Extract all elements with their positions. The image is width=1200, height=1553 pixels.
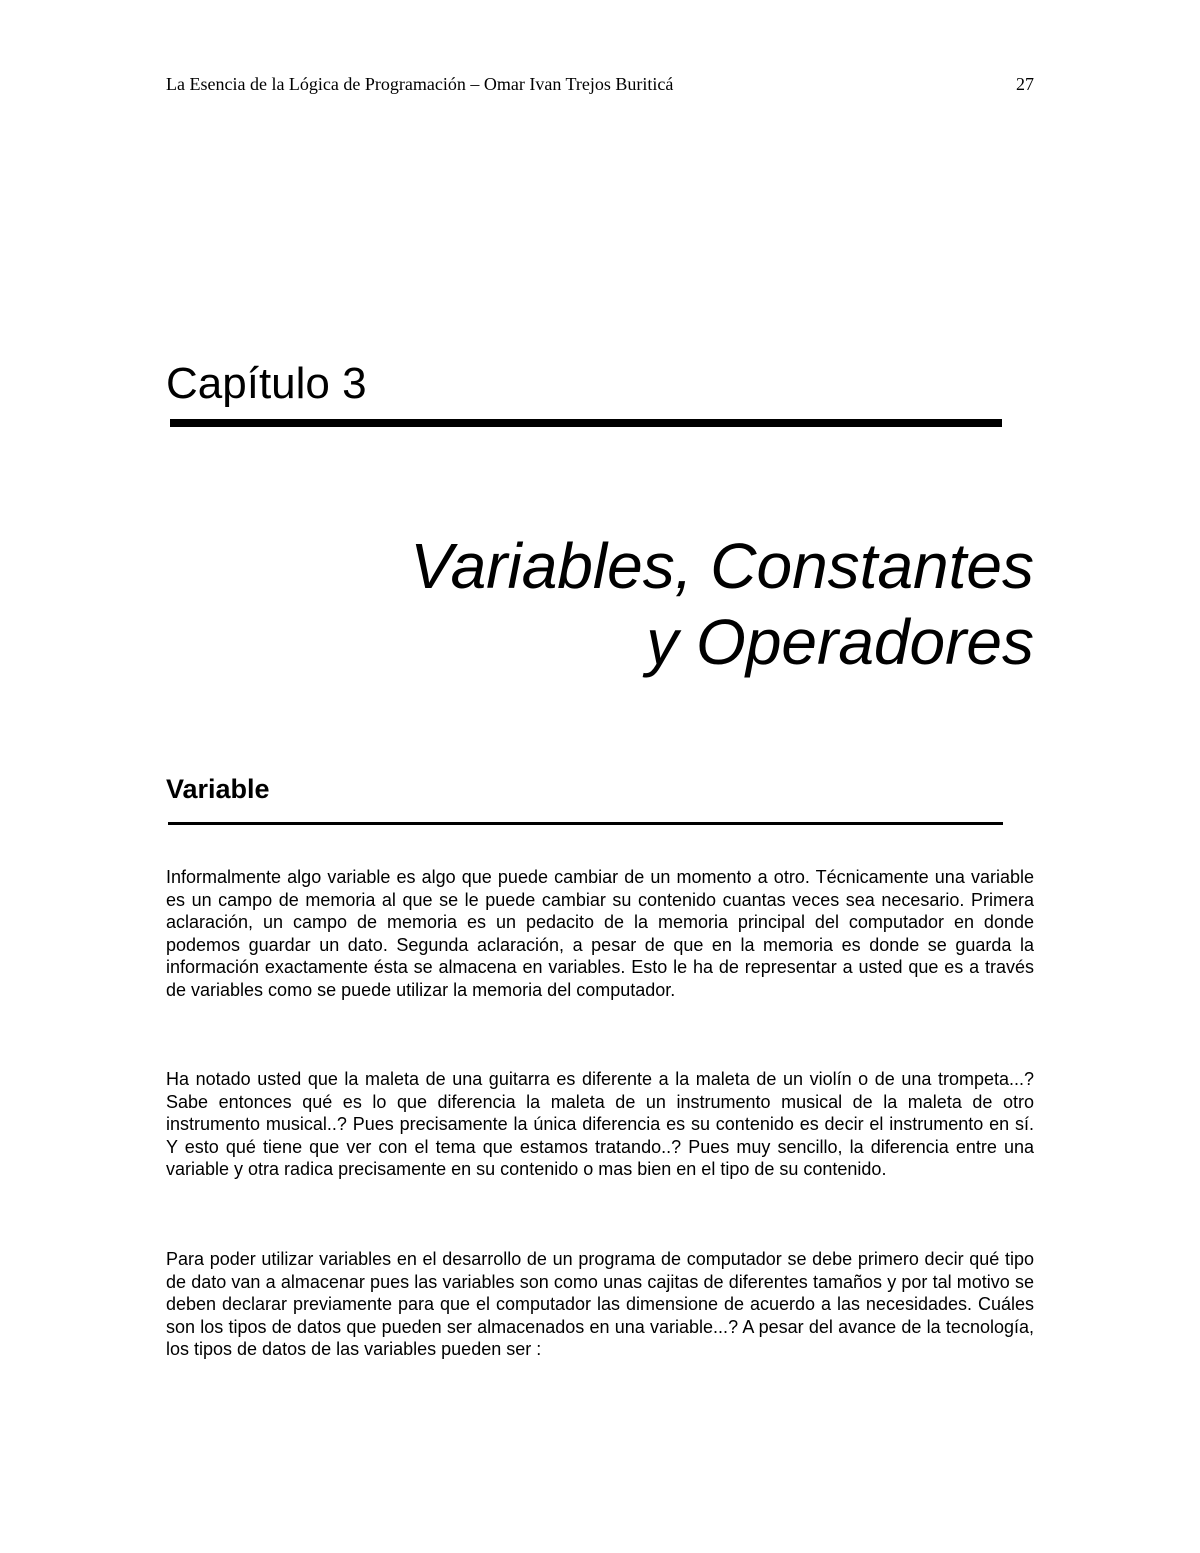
paragraph-2: Ha notado usted que la maleta de una guitarra es diferente a la maleta de un violín o de una trompeta...? Sabe entonces qué es lo que diferencia la maleta de un instrumento musical de la maleta de otro instrumento musical..? Pues precisamente la única diferencia es su contenido es decir el instrumento en sí. Y esto qué tiene que ver con el tema que estamos tratando..? Pues muy sencillo, la diferencia entre una variable y otra radica precisamente en su contenido o mas bien en el tipo de su contenido. [166,1069,1034,1180]
running-header [166,72,1034,96]
page-number: 27 [1016,74,1034,94]
chapter-title-line-1: Variables, Constantes [410,530,1034,602]
chapter-label: Capítulo 3 [166,359,367,408]
chapter-title [410,528,1034,680]
chapter-title-line-2: y Operadores [646,606,1034,678]
paragraph-3: Para poder utilizar variables en el desarrollo de un programa de computador se debe primero decir qué tipo de dato van a almacenar pues las variables son como unas cajitas de diferentes tamaños y por tal motivo se deben declarar previamente para que el computador las dimensione de acuerdo a las necesidades. Cuáles son los tipos de datos que pueden ser almacenados en una variable...? A pesar del avance de la tecnología, los tipos de datos de las variables pueden ser : [166,1249,1034,1360]
header-title: La Esencia de la Lógica de Programación – Omar Ivan Trejos Buriticá [166,74,674,94]
section-heading: Variable [166,774,270,804]
chapter-rule [170,419,1002,427]
paragraph-1: Informalmente algo variable es algo que puede cambiar de un momento a otro. Técnicamente una variable es un campo de memoria al que se le puede cambiar su contenido cuantas veces sea necesario. Primera aclaración, un campo de memoria es un pedacito de la memoria principal del computador en donde podemos guardar un dato. Segunda aclaración, a pesar de que en la memoria es donde se guarda la información exactamente ésta se almacena en variables. Esto le ha de representar a usted que es a través de variables como se puede utilizar la memoria del computador. [166,867,1034,1000]
section-rule [168,822,1003,825]
